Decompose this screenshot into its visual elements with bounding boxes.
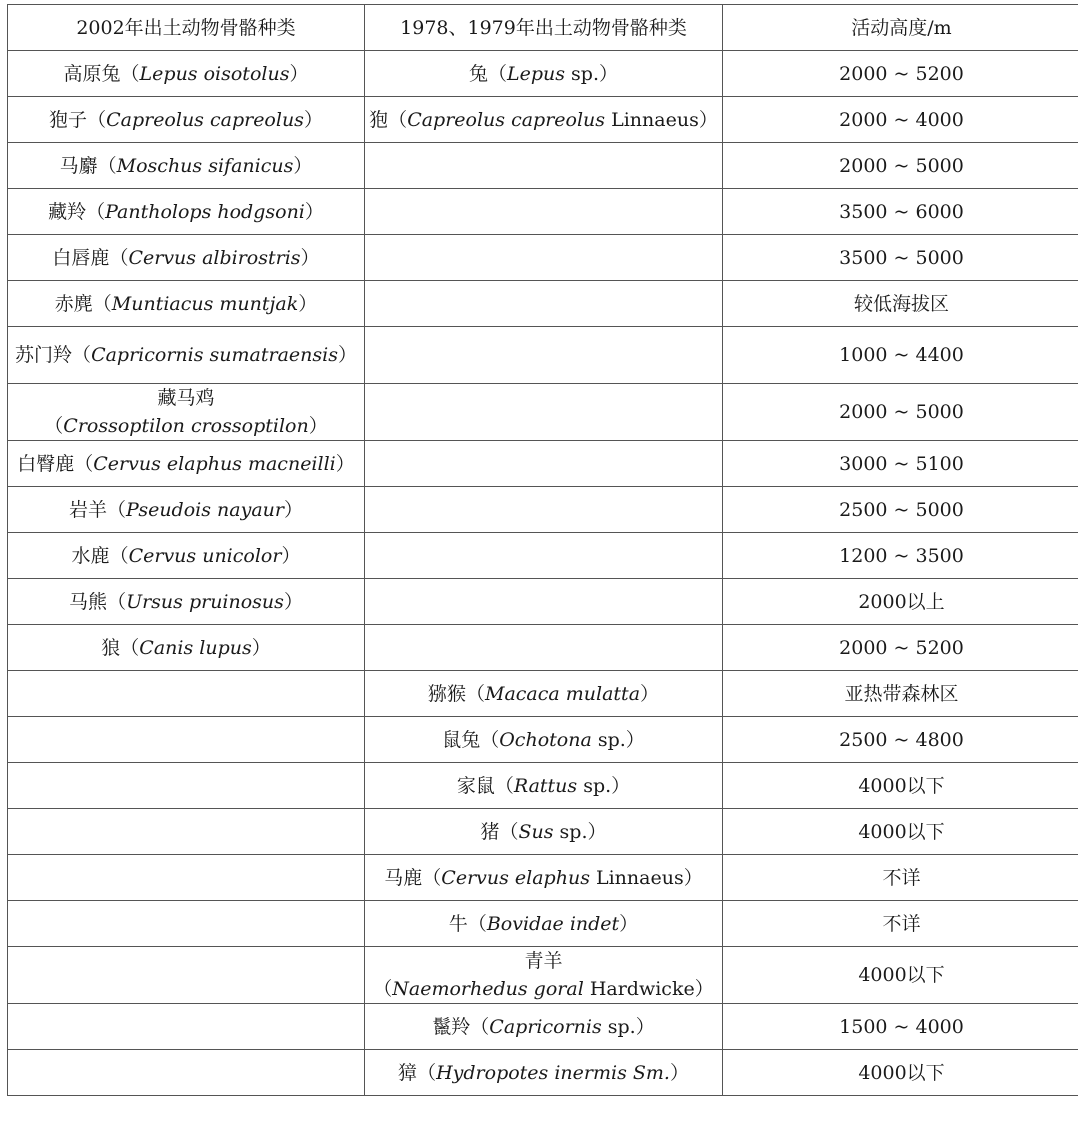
table-row bbox=[8, 947, 1078, 1004]
table-row bbox=[8, 579, 1078, 625]
species-1978-cell: 牛（Bovidae indet） bbox=[365, 901, 723, 947]
empty-cell bbox=[8, 763, 365, 809]
species-1978-cell: 马鹿（Cervus elaphus Linnaeus） bbox=[365, 855, 723, 901]
species-2002-cell: 高原兔（Lepus oisotolus） bbox=[8, 51, 365, 97]
empty-cell bbox=[8, 1004, 365, 1050]
altitude-cell: 4000以下 bbox=[723, 1050, 1078, 1096]
altitude-cell: 4000以下 bbox=[723, 947, 1078, 1004]
empty-cell bbox=[365, 625, 723, 671]
species-2002-cell: 白唇鹿（Cervus albirostris） bbox=[8, 235, 365, 281]
empty-cell bbox=[8, 947, 365, 1004]
table-row bbox=[8, 533, 1078, 579]
altitude-cell: 1500 ~ 4000 bbox=[723, 1004, 1078, 1050]
table-row bbox=[8, 487, 1078, 533]
altitude-cell: 1200 ~ 3500 bbox=[723, 533, 1078, 579]
empty-cell bbox=[365, 235, 723, 281]
altitude-cell: 2500 ~ 4800 bbox=[723, 717, 1078, 763]
species-1978-cell: 猪（Sus sp.） bbox=[365, 809, 723, 855]
species-1978-cell: 獐（Hydropotes inermis Sm.） bbox=[365, 1050, 723, 1096]
species-2002-cell: 狍子（Capreolus capreolus） bbox=[8, 97, 365, 143]
header-row bbox=[8, 5, 1078, 51]
table-row bbox=[8, 1050, 1078, 1096]
species-1978-cell: 狍（Capreolus capreolus Linnaeus） bbox=[365, 97, 723, 143]
table-row bbox=[8, 281, 1078, 327]
species-1978-cell: 鼠兔（Ochotona sp.） bbox=[365, 717, 723, 763]
species-1978-cell: 鬣羚（Capricornis sp.） bbox=[365, 1004, 723, 1050]
table-row bbox=[8, 855, 1078, 901]
empty-cell bbox=[365, 384, 723, 441]
table-row bbox=[8, 671, 1078, 717]
empty-cell bbox=[8, 717, 365, 763]
table-row bbox=[8, 189, 1078, 235]
altitude-cell: 2000 ~ 5200 bbox=[723, 51, 1078, 97]
table-row bbox=[8, 717, 1078, 763]
table-row bbox=[8, 809, 1078, 855]
empty-cell bbox=[365, 143, 723, 189]
empty-cell bbox=[365, 533, 723, 579]
species-1978-cell: 家鼠（Rattus sp.） bbox=[365, 763, 723, 809]
empty-cell bbox=[365, 327, 723, 384]
altitude-cell: 不详 bbox=[723, 901, 1078, 947]
empty-cell bbox=[8, 855, 365, 901]
table-row bbox=[8, 763, 1078, 809]
species-2002-cell: 白臀鹿（Cervus elaphus macneilli） bbox=[8, 441, 365, 487]
header-cell: 2002年出土动物骨骼种类 bbox=[8, 5, 365, 51]
species-2002-cell: 藏马鸡 （Crossoptilon crossoptilon） bbox=[8, 384, 365, 441]
header-cell: 1978、1979年出土动物骨骼种类 bbox=[365, 5, 723, 51]
empty-cell bbox=[8, 1050, 365, 1096]
empty-cell bbox=[365, 189, 723, 235]
altitude-cell: 1000 ~ 4400 bbox=[723, 327, 1078, 384]
species-1978-cell: 猕猴（Macaca mulatta） bbox=[365, 671, 723, 717]
altitude-cell: 不详 bbox=[723, 855, 1078, 901]
empty-cell bbox=[8, 809, 365, 855]
species-2002-cell: 狼（Canis lupus） bbox=[8, 625, 365, 671]
table-row bbox=[8, 235, 1078, 281]
altitude-cell: 2500 ~ 5000 bbox=[723, 487, 1078, 533]
table-row bbox=[8, 441, 1078, 487]
altitude-cell: 3500 ~ 5000 bbox=[723, 235, 1078, 281]
empty-cell bbox=[8, 671, 365, 717]
altitude-cell: 2000 ~ 5200 bbox=[723, 625, 1078, 671]
species-2002-cell: 马麝（Moschus sifanicus） bbox=[8, 143, 365, 189]
altitude-cell: 3500 ~ 6000 bbox=[723, 189, 1078, 235]
header-cell: 活动高度/m bbox=[723, 5, 1078, 51]
species-2002-cell: 藏羚（Pantholops hodgsoni） bbox=[8, 189, 365, 235]
empty-cell bbox=[365, 281, 723, 327]
species-altitude-table bbox=[7, 4, 1078, 1096]
empty-cell bbox=[365, 441, 723, 487]
species-2002-cell: 水鹿（Cervus unicolor） bbox=[8, 533, 365, 579]
table-row bbox=[8, 97, 1078, 143]
altitude-cell: 亚热带森林区 bbox=[723, 671, 1078, 717]
table-row bbox=[8, 1004, 1078, 1050]
altitude-cell: 2000 ~ 5000 bbox=[723, 384, 1078, 441]
species-2002-cell: 岩羊（Pseudois nayaur） bbox=[8, 487, 365, 533]
empty-cell bbox=[365, 579, 723, 625]
altitude-cell: 2000 ~ 5000 bbox=[723, 143, 1078, 189]
species-2002-cell: 马熊（Ursus pruinosus） bbox=[8, 579, 365, 625]
altitude-cell: 3000 ~ 5100 bbox=[723, 441, 1078, 487]
species-2002-cell: 苏门羚（Capricornis sumatraensis） bbox=[8, 327, 365, 384]
table-row bbox=[8, 901, 1078, 947]
species-1978-cell: 兔（Lepus sp.） bbox=[365, 51, 723, 97]
altitude-cell: 2000 ~ 4000 bbox=[723, 97, 1078, 143]
empty-cell bbox=[8, 901, 365, 947]
altitude-cell: 4000以下 bbox=[723, 763, 1078, 809]
species-2002-cell: 赤麂（Muntiacus muntjak） bbox=[8, 281, 365, 327]
empty-cell bbox=[365, 487, 723, 533]
table-row bbox=[8, 625, 1078, 671]
table-row bbox=[8, 384, 1078, 441]
table-row bbox=[8, 327, 1078, 384]
species-1978-cell: 青羊 （Naemorhedus goral Hardwicke） bbox=[365, 947, 723, 1004]
altitude-cell: 较低海拔区 bbox=[723, 281, 1078, 327]
altitude-cell: 4000以下 bbox=[723, 809, 1078, 855]
table-row bbox=[8, 143, 1078, 189]
table-row bbox=[8, 51, 1078, 97]
altitude-cell: 2000以上 bbox=[723, 579, 1078, 625]
